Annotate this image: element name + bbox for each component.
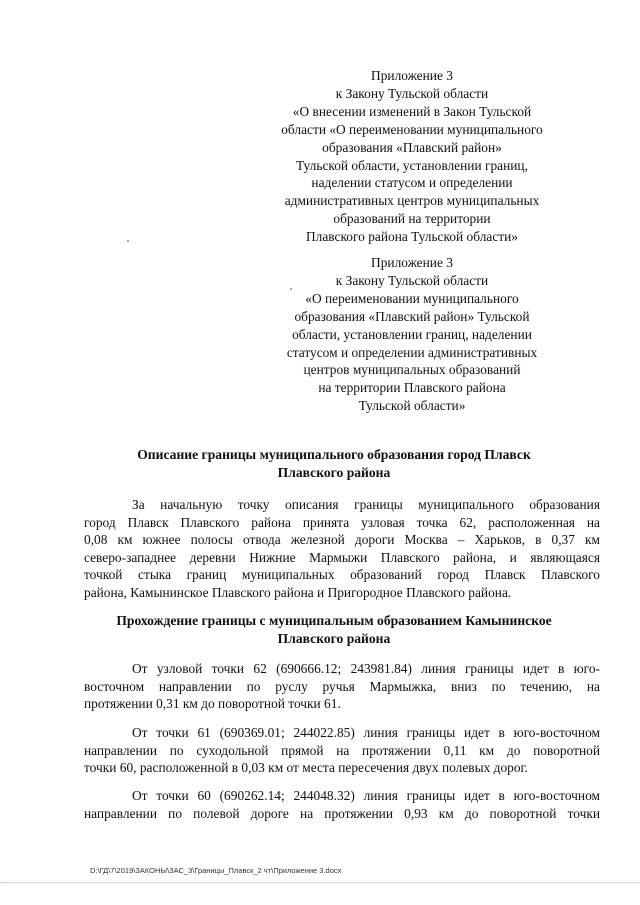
annex-line: образования «Плавский район» bbox=[322, 139, 502, 155]
title-line: Описание границы муниципального образования город Плавск bbox=[137, 447, 531, 462]
boundary-paragraph-3 bbox=[84, 787, 600, 822]
annex-line: центров муниципальных образований bbox=[303, 362, 521, 378]
annex-line: наделении статусом и определении bbox=[311, 175, 513, 191]
annex-line: «О внесении изменений в Закон Тульской bbox=[292, 103, 532, 119]
annex-line: «О переименовании муниципального bbox=[305, 290, 519, 306]
annex-line: статусом и определении административных bbox=[286, 344, 538, 360]
boundary-paragraph-1 bbox=[84, 660, 600, 713]
text-line: направлении по полевой дороге на протяжении 0,93 км до поворотной точки bbox=[84, 805, 600, 821]
text-line: 0,08 км южнее полосы отвода железной дороги Москва – Харьков, в 0,37 км bbox=[84, 532, 600, 548]
text-line: северо-западнее деревни Нижние Мармыжи Плавского района, и являющаяся bbox=[84, 549, 600, 565]
intro-paragraph bbox=[84, 496, 600, 602]
annex-line: образований на территории bbox=[333, 211, 491, 227]
text-line: От точки 61 (690369.01; 244022.85) линия границы идет в юго-восточном bbox=[132, 725, 600, 740]
text-line: точки 60, расположенной в 0,03 км от места пересечения двух полевых дорог. bbox=[84, 760, 528, 776]
annex-line: образования «Плавский район» Тульской bbox=[294, 308, 530, 324]
annex-header-current bbox=[262, 67, 562, 246]
annex-line: Приложение 3 bbox=[371, 68, 453, 83]
text-line: восточном направлении по руслу ручья Мармыжка, вниз по течению, на bbox=[84, 678, 600, 694]
text-line: город Плавск Плавского района принята узловая точка 62, расположенная на bbox=[84, 514, 600, 530]
annex-line: к Закону Тульской области bbox=[335, 85, 489, 101]
annex-line: Тульской области» bbox=[358, 398, 466, 414]
annex-line: Приложение 3 bbox=[371, 255, 453, 270]
scan-speck bbox=[127, 240, 129, 242]
section-heading-line: Прохождение границы с муниципальным образованием Камынинское bbox=[116, 613, 552, 628]
title-line: Плавского района bbox=[277, 465, 391, 481]
annex-header-original bbox=[262, 254, 562, 415]
annex-line: Тульской области, установлении границ, bbox=[296, 157, 528, 173]
text-line: точкой стыка границ муниципальных образований город Плавск Плавского bbox=[84, 567, 600, 583]
section-heading-line: Плавского района bbox=[277, 631, 391, 647]
annex-line: на территории Плавского района bbox=[318, 380, 506, 396]
scan-edge-line bbox=[0, 882, 640, 883]
section-heading bbox=[84, 612, 584, 648]
text-line: За начальную точку описания границы муниципального образования bbox=[132, 497, 600, 512]
text-line: района, Камынинское Плавского района и Пригородное Плавского района. bbox=[84, 584, 512, 600]
text-line: От точки 60 (690262.14; 244048.32) линия границы идет в юго-восточном bbox=[132, 788, 600, 803]
annex-line: Плавского района Тульской области» bbox=[305, 229, 518, 245]
boundary-paragraph-2 bbox=[84, 724, 600, 777]
annex-line: к Закону Тульской области bbox=[335, 272, 489, 288]
annex-line: области, установлении границ, наделении bbox=[292, 326, 532, 342]
annex-line: административных центров муниципальных bbox=[284, 193, 540, 209]
text-line: От узловой точки 62 (690666.12; 243981.84) линия границы идет в юго- bbox=[132, 661, 600, 676]
scan-speck bbox=[290, 288, 292, 290]
document-title bbox=[84, 446, 584, 482]
text-line: протяжении 0,31 км до поворотной точки 61. bbox=[84, 696, 341, 712]
text-line: направлении по суходольной прямой на протяжении 0,11 км до поворотной bbox=[84, 742, 600, 758]
footer-file-path: D:\ГД\7\2019\ЗАКОНЫ\ЗАС_3\Границы_Плавск_2 чт\Приложение 3.docx bbox=[90, 866, 342, 875]
annex-line: области «О переименовании муниципального bbox=[281, 121, 543, 137]
